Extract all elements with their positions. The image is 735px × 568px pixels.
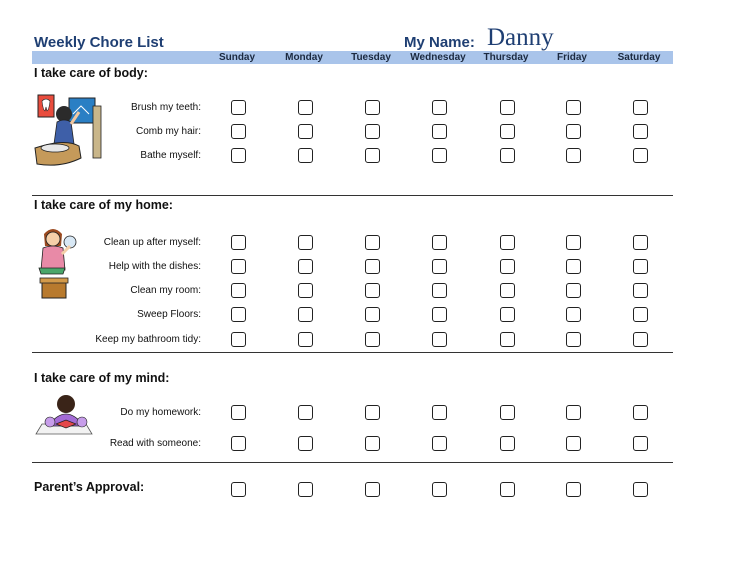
chore-checkbox-monday[interactable]	[298, 436, 313, 451]
chore-checkbox-saturday[interactable]	[633, 307, 648, 322]
chore-checkbox-wednesday[interactable]	[432, 283, 447, 298]
chore-checkbox-wednesday[interactable]	[432, 148, 447, 163]
chore-checkbox-monday[interactable]	[298, 124, 313, 139]
chore-label: Sweep Floors:	[137, 309, 201, 320]
chore-checkbox-monday[interactable]	[298, 405, 313, 420]
chore-checkbox-monday[interactable]	[298, 283, 313, 298]
chore-checkbox-friday[interactable]	[566, 124, 581, 139]
day-header-friday: Friday	[556, 52, 587, 63]
chore-label: Clean my room:	[130, 285, 201, 296]
day-header-saturday: Saturday	[617, 52, 661, 63]
chore-checkbox-tuesday[interactable]	[365, 148, 380, 163]
bathroom-kid-icon	[33, 92, 103, 177]
chore-label: Brush my teeth:	[130, 102, 201, 113]
parents-approval-label: Parent’s Approval:	[34, 480, 145, 494]
chore-label: Keep my bathroom tidy:	[95, 334, 201, 345]
chore-label: Do my homework:	[120, 407, 201, 418]
chore-checkbox-friday[interactable]	[566, 436, 581, 451]
chore-checkbox-wednesday[interactable]	[432, 436, 447, 451]
chore-checkbox-sunday[interactable]	[231, 259, 246, 274]
approval-checkbox-sunday[interactable]	[231, 482, 246, 497]
chore-checkbox-sunday[interactable]	[231, 283, 246, 298]
chore-checkbox-sunday[interactable]	[231, 307, 246, 322]
chore-checkbox-friday[interactable]	[566, 405, 581, 420]
chore-checkbox-thursday[interactable]	[500, 148, 515, 163]
chore-checkbox-thursday[interactable]	[500, 259, 515, 274]
approval-checkbox-saturday[interactable]	[633, 482, 648, 497]
name-label: My Name:	[404, 34, 475, 51]
day-header-thursday: Thursday	[483, 52, 529, 63]
chore-checkbox-saturday[interactable]	[633, 148, 648, 163]
chore-checkbox-friday[interactable]	[566, 259, 581, 274]
chore-checkbox-monday[interactable]	[298, 332, 313, 347]
chore-checkbox-tuesday[interactable]	[365, 124, 380, 139]
section-divider	[32, 195, 673, 196]
section-divider	[32, 352, 673, 353]
chore-checkbox-saturday[interactable]	[633, 405, 648, 420]
chore-checkbox-saturday[interactable]	[633, 332, 648, 347]
approval-checkbox-thursday[interactable]	[500, 482, 515, 497]
chore-checkbox-sunday[interactable]	[231, 332, 246, 347]
chore-checkbox-wednesday[interactable]	[432, 100, 447, 115]
chore-checkbox-saturday[interactable]	[633, 100, 648, 115]
chore-checkbox-monday[interactable]	[298, 307, 313, 322]
chore-checkbox-tuesday[interactable]	[365, 100, 380, 115]
chore-checkbox-thursday[interactable]	[500, 100, 515, 115]
chore-checkbox-wednesday[interactable]	[432, 405, 447, 420]
chore-checkbox-sunday[interactable]	[231, 436, 246, 451]
chore-checkbox-wednesday[interactable]	[432, 259, 447, 274]
chore-checkbox-tuesday[interactable]	[365, 235, 380, 250]
chore-checkbox-monday[interactable]	[298, 148, 313, 163]
approval-checkbox-monday[interactable]	[298, 482, 313, 497]
page-title: Weekly Chore List	[34, 34, 164, 51]
chore-checkbox-saturday[interactable]	[633, 124, 648, 139]
chore-checkbox-sunday[interactable]	[231, 124, 246, 139]
chore-checkbox-thursday[interactable]	[500, 283, 515, 298]
chore-checkbox-friday[interactable]	[566, 307, 581, 322]
chore-checkbox-thursday[interactable]	[500, 235, 515, 250]
chore-checkbox-wednesday[interactable]	[432, 307, 447, 322]
chore-checkbox-thursday[interactable]	[500, 332, 515, 347]
chore-checkbox-wednesday[interactable]	[432, 124, 447, 139]
chore-checkbox-thursday[interactable]	[500, 307, 515, 322]
chore-checkbox-thursday[interactable]	[500, 124, 515, 139]
chore-checkbox-saturday[interactable]	[633, 235, 648, 250]
chore-label: Bathe myself:	[140, 150, 201, 161]
kid-reading-icon	[34, 394, 96, 449]
chore-checkbox-tuesday[interactable]	[365, 307, 380, 322]
approval-checkbox-friday[interactable]	[566, 482, 581, 497]
girl-cleaning-icon	[36, 222, 80, 309]
chore-checkbox-monday[interactable]	[298, 235, 313, 250]
chore-checkbox-sunday[interactable]	[231, 405, 246, 420]
chore-label: Read with someone:	[109, 438, 201, 449]
chore-checkbox-sunday[interactable]	[231, 235, 246, 250]
section-title-body: I take care of body:	[34, 66, 148, 80]
chore-checkbox-tuesday[interactable]	[365, 259, 380, 274]
section-divider	[32, 462, 673, 463]
chore-checkbox-wednesday[interactable]	[432, 235, 447, 250]
chore-checkbox-friday[interactable]	[566, 100, 581, 115]
chore-checkbox-friday[interactable]	[566, 235, 581, 250]
chore-checkbox-sunday[interactable]	[231, 148, 246, 163]
chore-checkbox-saturday[interactable]	[633, 283, 648, 298]
chore-checkbox-monday[interactable]	[298, 100, 313, 115]
section-title-mind: I take care of my mind:	[34, 371, 170, 385]
chore-checkbox-saturday[interactable]	[633, 436, 648, 451]
name-value: Danny	[487, 24, 554, 51]
chore-label: Help with the dishes:	[108, 261, 201, 272]
chore-checkbox-friday[interactable]	[566, 332, 581, 347]
day-header-monday: Monday	[285, 52, 323, 63]
chore-checkbox-thursday[interactable]	[500, 436, 515, 451]
chore-checkbox-friday[interactable]	[566, 148, 581, 163]
approval-checkbox-wednesday[interactable]	[432, 482, 447, 497]
chore-checkbox-tuesday[interactable]	[365, 405, 380, 420]
chore-checkbox-friday[interactable]	[566, 283, 581, 298]
chore-checkbox-wednesday[interactable]	[432, 332, 447, 347]
approval-checkbox-tuesday[interactable]	[365, 482, 380, 497]
chore-label: Clean up after myself:	[103, 237, 201, 248]
chore-checkbox-tuesday[interactable]	[365, 436, 380, 451]
day-header-sunday: Sunday	[218, 52, 256, 63]
chore-checkbox-thursday[interactable]	[500, 405, 515, 420]
section-title-home: I take care of my home:	[34, 198, 173, 212]
chore-checkbox-saturday[interactable]	[633, 259, 648, 274]
chore-checkbox-tuesday[interactable]	[365, 283, 380, 298]
day-header-tuesday: Tuesday	[351, 52, 391, 63]
chore-checkbox-sunday[interactable]	[231, 100, 246, 115]
chore-checkbox-monday[interactable]	[298, 259, 313, 274]
chore-checkbox-tuesday[interactable]	[365, 332, 380, 347]
chore-label: Comb my hair:	[135, 126, 201, 137]
day-header-wednesday: Wednesday	[410, 52, 466, 63]
